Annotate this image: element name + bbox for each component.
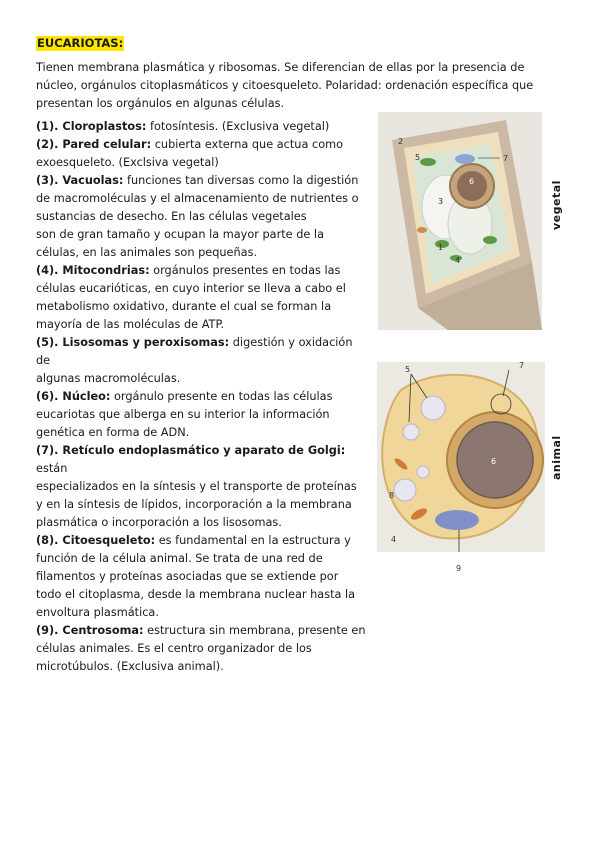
list-item: (2). Pared celular: cubierta externa que actua como exoesqueleto. (Exclsiva vegetal) bbox=[36, 138, 344, 169]
list-item: (7). Retículo endoplasmático y aparato de Golgi: están especializados en la síntesis y el transporte de proteínas y en la síntesis de lípidos, incorporación a la membrana plasmática o incorporación a los lisosomas. bbox=[36, 444, 357, 529]
list-item: (8). Citoesqueleto: es fundamental en la estructura y función de la célula animal. Se trata de una red de filamentos y proteínas asociadas que se extiende por todo el citoplasma, desde la membrana nuclear hasta la envoltura plasmática. bbox=[36, 534, 356, 619]
list-item: (3). Vacuolas: funciones tan diversas como la digestión de macromoléculas y el almacenamiento de nutrientes o sustancias de desecho. En las células vegetales son de gran tamaño y ocupan la mayor parte de la células, en las animales son pequeñas. bbox=[36, 174, 359, 259]
organelle-list bbox=[36, 118, 366, 676]
animal-number: 8 bbox=[389, 491, 395, 500]
intro-paragraph: Tienen membrana plasmática y ribosomas. Se diferencian de ellas por la presencia de núcleo, orgánulos citoplasmáticos y citoesqueleto. Polaridad: ordenación específica que presentan los orgánulos en algunas células. bbox=[36, 61, 534, 110]
plant-number: 2 bbox=[398, 137, 404, 146]
animal-cell-figure bbox=[377, 362, 545, 552]
plant-cell-figure bbox=[378, 112, 542, 330]
plant-number: 6 bbox=[469, 177, 475, 186]
plant-number: 3 bbox=[438, 197, 444, 206]
animal-number: 7 bbox=[519, 362, 525, 370]
list-item: (4). Mitocondrias: orgánulos presentes en todas las células eucarióticas, en cuyo interior se lleva a cabo el metabolismo oxidativo, durante el cual se forman la mayoría de las moléculas de ATP. bbox=[36, 264, 346, 331]
animal-number: 4 bbox=[391, 535, 397, 544]
plant-number: 7 bbox=[503, 154, 509, 163]
plant-number: 4 bbox=[455, 256, 461, 265]
list-item: (1). Cloroplastos: fotosíntesis. (Exclusiva vegetal) bbox=[36, 120, 330, 133]
list-item: (6). Núcleo: orgánulo presente en todas las células eucariotas que alberga en su interior la información genética en forma de ADN. bbox=[36, 390, 333, 439]
list-item: (5). Lisosomas y peroxisomas: digestión y oxidación de algunas macromoléculas. bbox=[36, 336, 353, 385]
animal-number: 5 bbox=[405, 365, 411, 374]
plant-number: 1 bbox=[438, 243, 444, 252]
plant-number: 5 bbox=[415, 153, 421, 162]
animal-label: animal bbox=[550, 435, 563, 480]
plant-label: vegetal bbox=[550, 180, 563, 230]
animal-number-below: 9 bbox=[456, 564, 462, 573]
animal-number: 6 bbox=[491, 457, 497, 466]
section-title: EUCARIOTAS: bbox=[37, 36, 124, 50]
list-item: (9). Centrosoma: estructura sin membrana, presente en células animales. Es el centro organizador de los microtúbulos. (Exclusiva animal). bbox=[36, 624, 366, 673]
